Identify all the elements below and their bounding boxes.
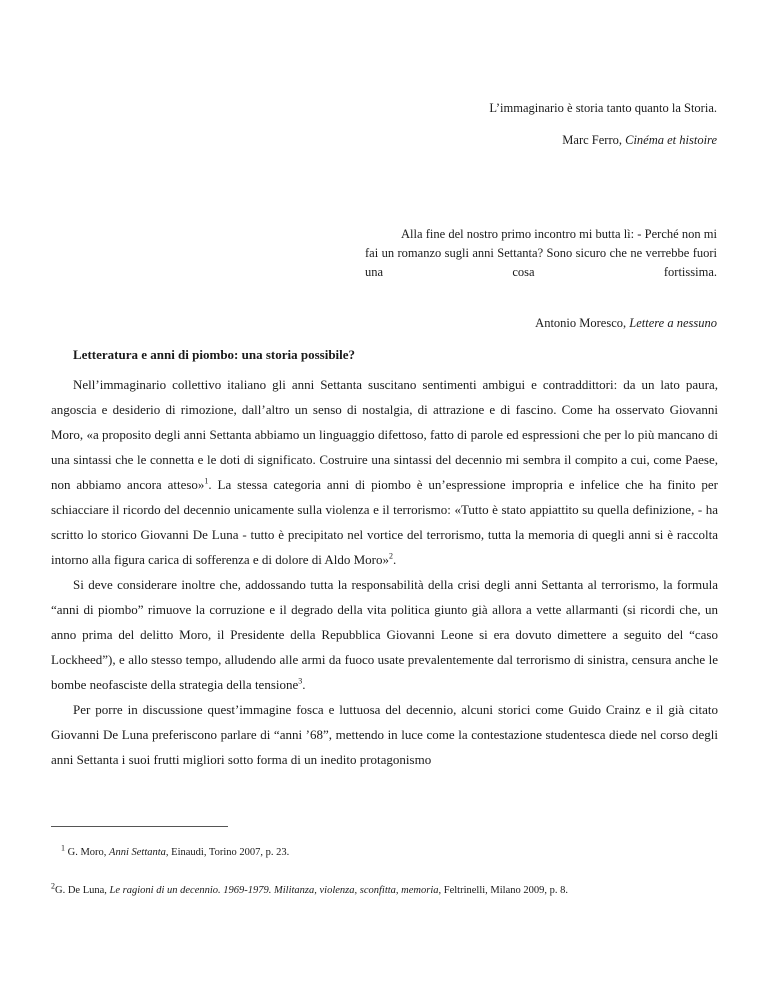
epigraph-source (365, 314, 717, 333)
epigraph-author: Antonio Moresco, (535, 316, 627, 330)
footnote-ref: 3 (298, 676, 303, 686)
paragraph-text: . (302, 677, 306, 692)
footnote-text: G. Moro, (67, 847, 107, 858)
footnote-text: , Einaudi, Torino 2007, p. 23. (165, 847, 290, 858)
epigraph-source (380, 131, 717, 150)
paragraph (51, 372, 718, 572)
paragraph-text: Si deve considerare inoltre che, addossando tutta la responsabilità della crisi degli anni Settanta al terrorismo, la formula “anni di piombo” rimuove la corruzione e il degrado della vita politica giunto già allora a vette allarmanti (si ricordi che, un anno prima del delitto Moro, il Presidente della Repubblica Giovanni Leone si era dovuto dimettere a seguito del “caso Lockheed”), e allo stesso tempo, alludendo alle armi da fuoco usate prevalentemente dal terrorismo di sinistra, censura anche le bombe neofasciste della strategia della tensione (51, 577, 718, 692)
body-text (51, 372, 718, 772)
footnote-text: , Feltrinelli, Milano 2009, p. 8. (438, 885, 569, 896)
epigraph-author: Marc Ferro, (562, 133, 622, 147)
footnote-number: 1 (61, 843, 65, 853)
paragraph (51, 572, 718, 697)
footnote-number: 2 (51, 881, 55, 891)
section-title: Letteratura e anni di piombo: una storia possibile? (73, 347, 356, 362)
epigraph-quote: Alla fine del nostro primo incontro mi butta lì: - Perché non mi fai un romanzo sugli anni Settanta? Sono sicuro che ne verrebbe fuori una cosa fortissima. (365, 227, 717, 279)
epigraph-moresco (365, 225, 717, 333)
footnote-ref: 2 (389, 551, 394, 561)
paragraph (51, 697, 718, 772)
paragraph-text: . (393, 552, 397, 567)
paragraph-text: Nell’immaginario collettivo italiano gli anni Settanta suscitano sentimenti ambigui e contraddittori: da un lato paura, angoscia e desiderio di rimozione, dall’altro un senso di nostalgia, di attrazione e di fascino. Come ha osservato Giovanni Moro, «a proposito degli anni Settanta abbiamo un linguaggio difettoso, fatto di parole ed espressioni che per lo più mancano di una sintassi che le connetta e le doti di significato. Costruire una sintassi del decennio mi sembra il compito a cui, come Paese, non abbiamo ancora atteso» (51, 377, 718, 492)
footnote-title: Le ragioni di un decennio. 1969-1979. Militanza, violenza, sconfitta, memoria (109, 885, 439, 896)
epigraph-ferro (380, 99, 717, 150)
footnote (51, 883, 718, 898)
epigraph-work: Cinéma et histoire (625, 133, 717, 147)
footnote-ref: 1 (204, 476, 209, 486)
footnote-title: Anni Settanta (109, 847, 166, 858)
footnote-text: G. De Luna, (55, 885, 107, 896)
paragraph-text: Per porre in discussione quest’immagine fosca e luttuosa del decennio, alcuni storici come Guido Crainz e il già citato Giovanni De Luna preferiscono parlare di “anni ’68”, mettendo in luce come la contestazione studentesca diede nel corso degli anni Settanta i suoi frutti migliori sotto forma di un inedito protagonismo (51, 702, 718, 767)
epigraph-work: Lettere a nessuno (629, 316, 717, 330)
footnote (51, 845, 728, 860)
footnote-divider (51, 826, 228, 827)
paragraph-text: . La stessa categoria anni di piombo è un’espressione impropria e infelice che ha finito per schiacciare il ricordo del decennio unicamente sulla violenza e il terrorismo: «Tutto è stato appiattito su quella definizione, - ha scritto lo storico Giovanni De Luna - tutto è precipitato nel vortice del terrorismo, tutta la memoria di quegli anni si è raccolta intorno alla figura carica di sofferenza e di dolore di Aldo Moro» (51, 477, 719, 567)
epigraph-quote: L’immaginario è storia tanto quanto la Storia. (489, 101, 717, 115)
